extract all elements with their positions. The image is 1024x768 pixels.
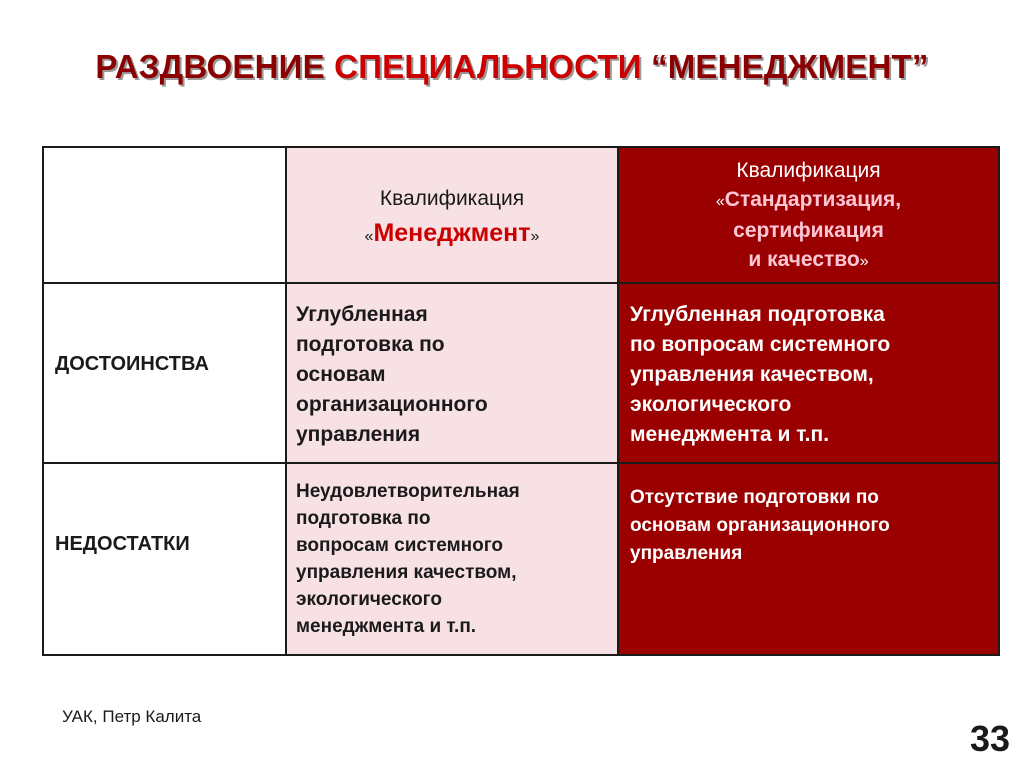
advantages-label-cell <box>44 284 287 464</box>
title-part-2: СПЕЦИАЛЬНОСТИ <box>334 48 652 85</box>
text-line: управления <box>630 543 743 564</box>
open-quote: « <box>715 193 725 210</box>
standardization-text: Стандартизация, <box>724 188 902 211</box>
text-line: Углубленная <box>296 303 428 326</box>
text-line: вопросам системного <box>296 535 504 556</box>
quality-text: и качество <box>748 248 860 271</box>
text-line: Неудовлетворительная <box>296 481 520 502</box>
table-corner-cell <box>44 148 287 284</box>
disadvantages-label-cell <box>44 464 287 654</box>
disadvantages-label: НЕДОСТАТКИ <box>55 532 190 555</box>
text-line: Отсутствие подготовки по <box>630 487 879 508</box>
comparison-table <box>42 146 1000 656</box>
text-line: управления <box>296 423 421 446</box>
text-line: управления качеством, <box>630 363 874 386</box>
management-name: Менеджмент <box>373 219 531 247</box>
text-line: основам <box>296 363 386 386</box>
text-line: подготовка по <box>296 333 445 356</box>
management-qualification-label: Квалификация <box>379 187 525 210</box>
close-quote: » <box>530 228 540 245</box>
text-line: менеджмента и т.п. <box>296 616 477 637</box>
standardization-qualification-label: Квалификация <box>736 159 881 182</box>
quality-line <box>619 245 998 276</box>
advantages-label: ДОСТОИНСТВА <box>55 352 209 375</box>
text-line: управления качеством, <box>296 562 517 583</box>
text-line: менеджмента и т.п. <box>630 423 830 446</box>
page-number: 33 <box>969 718 1010 759</box>
management-qualification-name <box>287 216 617 254</box>
certification-text: сертификация <box>733 219 884 242</box>
text-line: основам организационного <box>630 515 890 536</box>
close-quote: » <box>859 253 869 270</box>
author-footer: УАК, Петр Калита <box>62 707 202 726</box>
title-part-1: РАЗДВОЕНИЕ <box>95 48 335 85</box>
text-line: экологического <box>630 393 792 416</box>
title-part-3: “МЕНЕДЖМЕНТ” <box>651 48 929 85</box>
standardization-disadvantages-cell <box>619 464 998 654</box>
management-disadvantages-cell <box>287 464 619 654</box>
text-line: Углубленная подготовка <box>630 303 885 326</box>
management-advantages-cell <box>287 284 619 464</box>
slide-title <box>0 48 1024 86</box>
management-header-cell <box>287 148 619 284</box>
text-line: подготовка по <box>296 508 431 529</box>
standardization-line-1 <box>619 185 998 216</box>
open-quote: « <box>364 228 374 245</box>
standardization-advantages-cell <box>619 284 998 464</box>
text-line: организационного <box>296 393 488 416</box>
text-line: экологического <box>296 589 442 610</box>
text-line: по вопросам системного <box>630 333 891 356</box>
standardization-header-cell <box>619 148 998 284</box>
